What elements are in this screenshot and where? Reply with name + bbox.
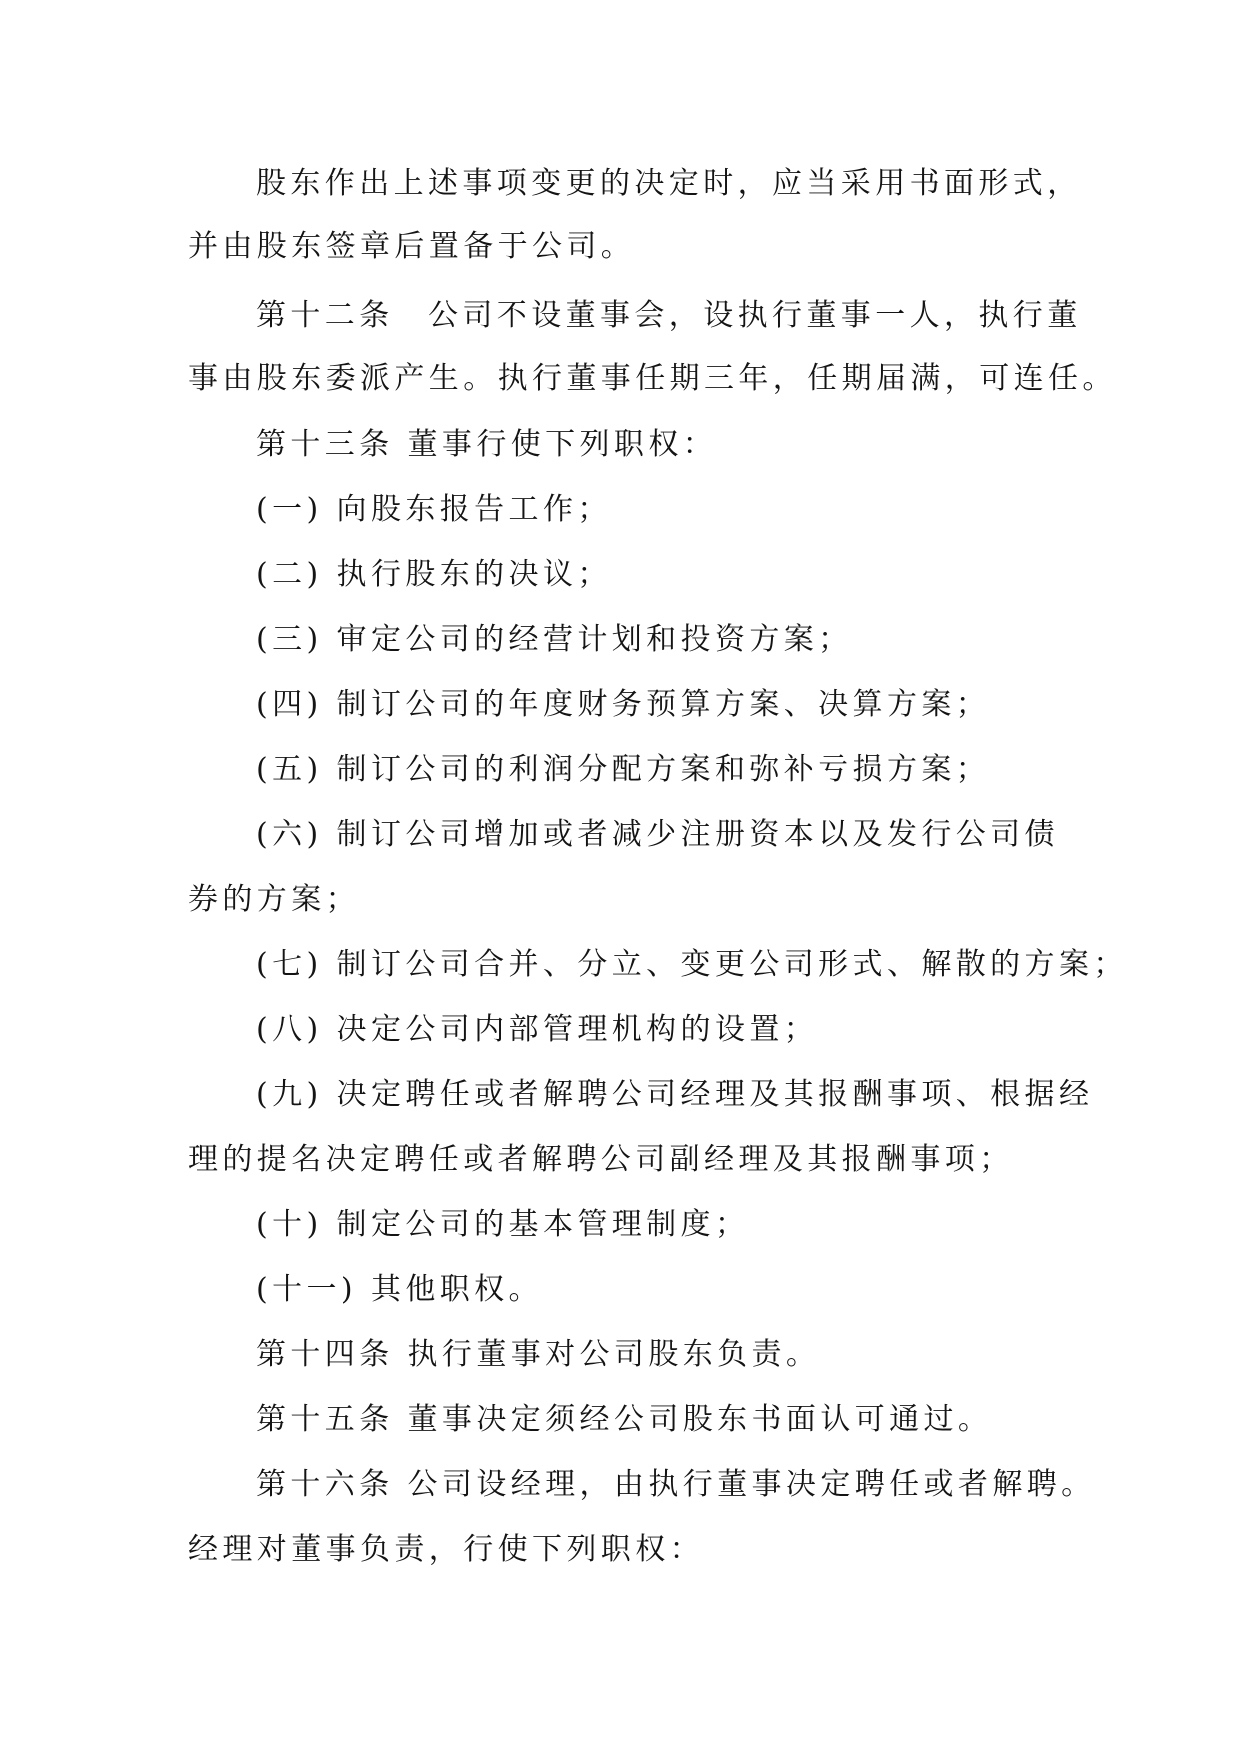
article-12-heading: 第十二条 公司不设董事会，设执行董事一人，执行董 xyxy=(256,298,1082,333)
paragraph-line: 事由股东委派产生。执行董事任期三年，任期届满，可连任。 xyxy=(188,361,1117,396)
list-item: (一) 向股东报告工作； xyxy=(256,492,612,527)
list-item: (六) 制订公司增加或者减少注册资本以及发行公司债 xyxy=(256,817,1059,852)
list-item: (十一) 其他职权。 xyxy=(256,1272,543,1307)
list-item: (十) 制定公司的基本管理制度； xyxy=(256,1207,750,1242)
list-item-continuation: 理的提名决定聘任或者解聘公司副经理及其报酬事项； xyxy=(188,1142,1014,1177)
list-item: (八) 决定公司内部管理机构的设置； xyxy=(256,1012,819,1047)
paragraph-line: 经理对董事负责，行使下列职权： xyxy=(188,1532,704,1567)
paragraph-line: 股东作出上述事项变更的决定时，应当采用书面形式， xyxy=(256,166,1082,201)
article-14-heading: 第十四条 执行董事对公司股东负责。 xyxy=(256,1337,821,1372)
list-item: (二) 执行股东的决议； xyxy=(256,557,612,592)
list-item: (四) 制订公司的年度财务预算方案、决算方案； xyxy=(256,687,991,722)
list-item: (七) 制订公司合并、分立、变更公司形式、解散的方案； xyxy=(256,947,1128,982)
article-13-heading: 第十三条 董事行使下列职权： xyxy=(256,427,718,462)
article-15-heading: 第十五条 董事决定须经公司股东书面认可通过。 xyxy=(256,1402,993,1437)
list-item: (三) 审定公司的经营计划和投资方案； xyxy=(256,622,853,657)
article-16-heading: 第十六条 公司设经理，由执行董事决定聘任或者解聘。 xyxy=(256,1467,1096,1502)
list-item: (五) 制订公司的利润分配方案和弥补亏损方案； xyxy=(256,752,991,787)
list-item: (九) 决定聘任或者解聘公司经理及其报酬事项、根据经 xyxy=(256,1077,1094,1112)
paragraph-line: 并由股东签章后置备于公司。 xyxy=(188,229,636,264)
list-item-continuation: 券的方案； xyxy=(188,882,360,917)
